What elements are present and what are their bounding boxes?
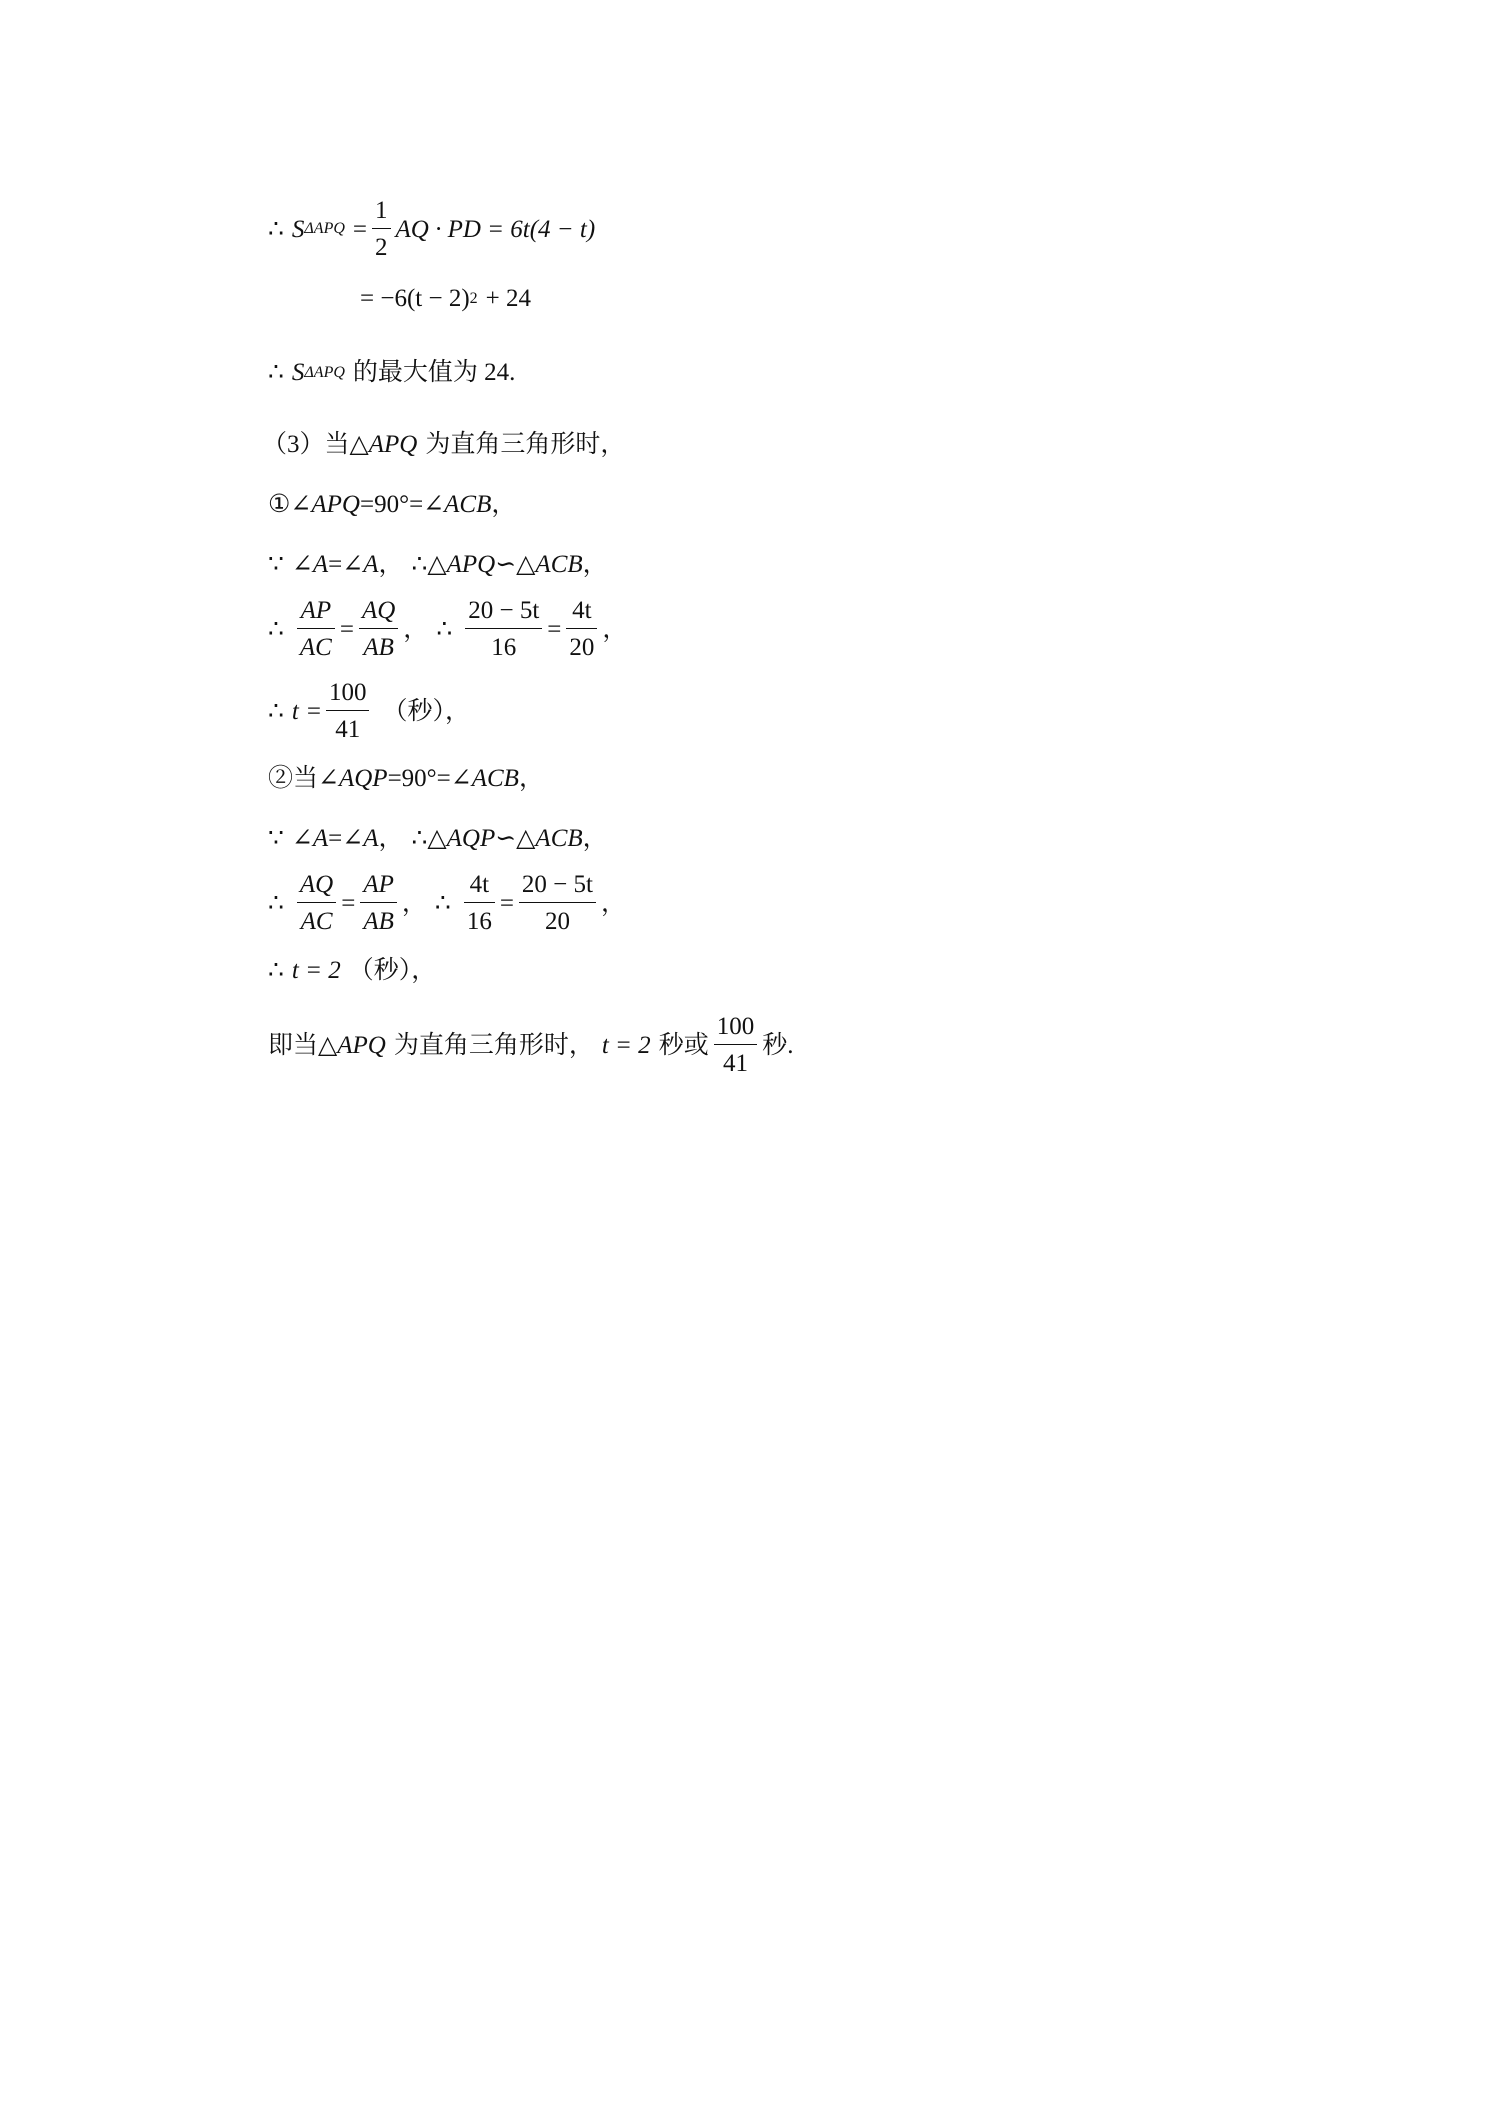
therefore-symbol: ∴	[268, 697, 284, 725]
case1-solution: ∴ t = $\frac{100}{41}$ （秒），	[268, 679, 470, 743]
case1-similarity: ∵ ∠ A =∠ A ， ∴ △ APQ ∽△ ACB ，	[268, 551, 608, 578]
therefore-symbol: ∴	[411, 825, 428, 852]
case1-heading: ①∠ APQ =90°=∠ ACB ，	[268, 491, 517, 518]
case2-similarity: ∵ ∠ A =∠ A ， ∴ △ AQP ∽△ ACB ，	[268, 825, 608, 852]
fraction: $\frac{100}{41}$	[714, 1014, 758, 1076]
fraction: $\frac{20 - 5t}{20}$	[519, 872, 596, 934]
therefore-symbol: ∴	[268, 359, 284, 386]
exponent: 2	[469, 289, 478, 307]
case2-heading: ②当∠ AQP =90°=∠ ACB ，	[268, 765, 544, 792]
area-symbol: S	[291, 215, 305, 243]
because-symbol: ∵	[268, 825, 284, 852]
fraction: $\frac{4t}{20}$	[566, 598, 597, 660]
fraction: $\frac{AP}{AB}$	[360, 872, 397, 934]
fraction: $\frac{4t}{16}$	[464, 872, 495, 934]
because-symbol: ∵	[268, 551, 284, 578]
case1-proportion: ∴ $\frac{AP}{AC}$ = $\frac{AQ}{AB}$ ， ∴ $\frac{20 - 5t}{16}$ = $\frac{4t}{20}$ ，	[268, 597, 628, 661]
therefore-symbol: ∴	[411, 551, 428, 578]
equals-sign: =	[352, 215, 368, 243]
area-subscript: ΔAPQ	[304, 220, 345, 237]
therefore-symbol: ∴	[268, 889, 284, 917]
fraction-half: $\frac{1}{2}$	[372, 198, 391, 260]
area-symbol: S	[291, 359, 305, 386]
max-area-line	[268, 360, 515, 385]
max-area-text: 的最大值为 24.	[352, 359, 516, 386]
case2-solution: ∴ t = 2 （秒），	[268, 957, 437, 984]
vertex-form: = −6(t − 2)	[360, 285, 470, 312]
fraction: $\frac{100}{41}$	[326, 680, 370, 742]
case2-proportion: ∴ $\frac{AQ}{AC}$ = $\frac{AP}{AB}$ ， ∴ $\frac{4t}{16}$ = $\frac{20 - 5t}{20}$ ，	[268, 871, 626, 935]
area-vertex-form-line	[360, 286, 531, 311]
vertex-form-constant: + 24	[485, 285, 532, 312]
therefore-symbol: ∴	[268, 957, 284, 984]
part3-heading: （3）当△ APQ 为直角三角形时，	[262, 431, 626, 458]
fraction: $\frac{AQ}{AC}$	[297, 872, 336, 934]
therefore-symbol: ∴	[434, 889, 451, 917]
therefore-symbol: ∴	[268, 615, 284, 643]
fraction: $\frac{AP}{AC}$	[297, 598, 335, 660]
fraction: $\frac{AQ}{AB}$	[359, 598, 398, 660]
area-expression-line	[268, 198, 595, 260]
conclusion-line: 即当△ APQ 为直角三角形时， t = 2 秒或 $\frac{100}{41}$ 秒.	[268, 1013, 794, 1077]
therefore-symbol: ∴	[436, 615, 453, 643]
area-subscript: ΔAPQ	[304, 363, 345, 381]
area-expression-rest: AQ · PD = 6t(4 − t)	[395, 215, 596, 243]
therefore-symbol: ∴	[268, 215, 284, 243]
fraction: $\frac{20 - 5t}{16}$	[465, 598, 542, 660]
